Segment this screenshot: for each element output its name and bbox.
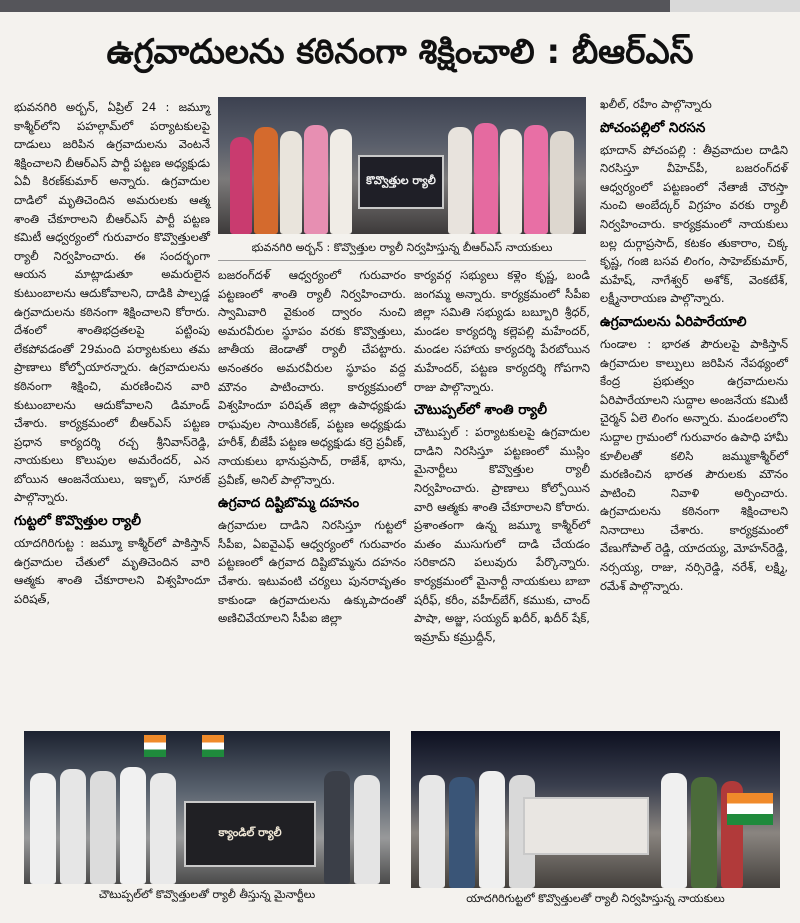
bottom-right-caption: యాదగిరిగుట్టలో కొవ్వొత్తులతో ర్యాలీ నిర్వహిస్తున్న నాయకులు bbox=[466, 892, 725, 905]
rally-banner bbox=[523, 797, 649, 855]
bottom-left-caption: చౌటుప్పల్‌లో కొవ్వొత్తులతో ర్యాలీ తీస్తున్న మైనార్టీలు bbox=[98, 888, 316, 901]
subheading: పోచంపల్లిలో నిరసన bbox=[600, 119, 706, 136]
article-paragraph: చౌటుప్పల్ : పర్యాటకులపై ఉగ్రవాదుల దాడిని నిరసిస్తూ పట్టణంలో ముస్లిం మైనార్టీలు కొవ్వొత్తుల ర్యాలీ నిర్వహించారు. ప్రాణాలు కోల్పోయిన వారి ఆత్మకు శాంతి చేకూరాలని కోరారు. ప్రశాంతంగా ఉన్న జమ్మూ కాశ్మీర్‌లో మతం ముసుగులో దాడి చేయడం సరికాదని పలువురు పేర్కొన్నారు. కార్యక్రమంలో మైనార్టీ నాయకులు బాబా షరీఫ్, కరీం, వహీద్‌బేగ్, కముకు, చాంద్ పాషా, అజ్జు, సయ్యద్ ఖదీర్, ఖదీర్ షేక్, ఇమ్రామ్ కమ్రుద్దీన్, bbox=[414, 425, 590, 644]
subheading: ఉగ్రవాద దిష్టిబొమ్మ దహనం bbox=[218, 495, 360, 512]
bottom-right-photo bbox=[411, 731, 780, 888]
article-paragraph: యాదగిరిగుట్ట : జమ్మూ కాశ్మీర్‌లో పాకిస్తాన్ ఉగ్రవాదుల చేతులో మృతిచెందిన వారి ఆత్మకు శాంతి చేకూరాలని విశ్వహిందూ పరిషత్, bbox=[14, 536, 210, 606]
column-1 bbox=[14, 98, 210, 608]
rally-banner: క్యాండిల్ ర్యాలీ bbox=[184, 801, 316, 867]
subheading: గుట్టలో కొవ్వొత్తుల ర్యాలీ bbox=[14, 513, 142, 530]
column-3 bbox=[414, 266, 590, 646]
headline: ఉగ్రవాదులను కఠినంగా శిక్షించాలి : బీఆర్ఎస్ bbox=[106, 32, 694, 72]
flag-icon bbox=[727, 793, 773, 825]
article-paragraph: గుండాల : భారత పౌరులపై పాకిస్తాన్ ఉగ్రవాదుల కాల్పులు జరిపిన నేపథ్యంలో కేంద్ర ప్రభుత్వం ఉగ్రవాదులను ఏరిపారేయాలని సుద్దాల అంజనేయ కమిటీ చైర్మన్ ఏలె లింగం అన్నారు. మండలంలోని సుద్దాల గ్రామంలో గురువారం ఉపాధి హామీ కూలీలతో కలిసి జమ్ముకాశ్మీర్‌లో మరణించిన భారత పౌరులకు మౌనం పాటించి నివాళి అర్పించారు. ఉగ్రవాదులను కఠినంగా శిక్షించాలని నినాదాలు చేశారు. కార్యక్రమంలో వేణుగోపాల్ రెడ్డి, యాదయ్య, మోహన్‌రెడ్డి, నర్సయ్య, రాజు, నర్సిరెడ్డి, నరేశ్, లక్ష్మి, రమేశ్ పాల్గొన్నారు. bbox=[600, 336, 788, 593]
divider bbox=[218, 260, 586, 261]
bottom-left-photo bbox=[24, 731, 390, 884]
top-band-tail bbox=[670, 0, 800, 12]
article-paragraph: భువనగిరి అర్బన్, ఏప్రిల్ 24 : జమ్మూ కాశ్మీర్‌లోని పహల్గామ్‌లో పర్యాటకులపై దాడులు జరిపిన ఉగ్రవాదులను వెంటనే శిక్షించాలని బీఆర్ఎస్ పార్టీ పట్టణ అధ్యక్షుడు ఏవీ కిరణ్‌కుమార్ అన్నారు. ఉగ్రవాదుల దాడిలో మృతిచెందిన అమరులకు ఆత్మ శాంతి చేకూరాలని బీఆర్ఎస్ పార్టీ పట్టణ కమిటీ ఆధ్వర్యంలో గురువారం కొవ్వొత్తులతో ర్యాలీ నిర్వహించారు. ఈ సందర్భంగా ఆయన మాట్లాడుతూ అమరులైన కుటుంబాలను ఆదుకోవాలని, దాడికి పాల్పడ్డ ఉగ్రవాదులను కఠినంగా శిక్షించాలని కోరారు. దేశంలో శాంతిభద్రతలపై పట్టింపు లేకపోవడంతో 29మంది పర్యాటకులు తమ ప్రాణాలు కోల్పోయారన్నారు. ఉగ్రవాదులను కఠినంగా శిక్షించి, మరణించిన వారి కుటుంబాలను ఆదుకోవాలని డిమాండ్ చేశారు. కార్యక్రమంలో బీఆర్ఎస్ పట్టణ ప్రధాన కార్యదర్శి రచ్చ శ్రీనివాస్‌రెడ్డి, నాయకులు కొలుపుల అమరేందర్, ఎన బోయిన ఆంజనేయులు, ఇక్బాల్, సూరజ్ పాల్గొన్నారు. bbox=[14, 100, 210, 505]
rally-banner: కొవ్వొత్తుల ర్యాలీ bbox=[358, 155, 444, 209]
column-2 bbox=[218, 266, 406, 628]
column-4 bbox=[600, 95, 788, 595]
main-photo-caption: భువనగిరి అర్బన్ : కొవ్వొత్తుల ర్యాలీ నిర్వహిస్తున్న బీఆర్ఎస్ నాయకులు bbox=[251, 241, 553, 254]
article-paragraph: ఉగ్రవాదుల దాడిని నిరసిస్తూ గుట్టలో సీపీఐ, ఏఐవైఎఫ్ ఆధ్వర్యంలో గురువారం పట్టణంలో ఉగ్రవాద దిష్టిబొమ్మను దహనం చేశారు. ఇటువంటి చర్యలు పునరావృతం కాకుండా ఉగ్రవాదులను ఉక్కుపాదంతో అణిచివేయాలని సీపీఐ జిల్లా bbox=[218, 518, 406, 626]
main-photo bbox=[218, 97, 586, 234]
subheading: చౌటుప్పల్‌లో శాంతి ర్యాలీ bbox=[414, 402, 548, 419]
top-band bbox=[0, 0, 800, 12]
article-paragraph: భూదాన్ పోచంపల్లి : తీవ్రవాదుల దాడిని నిరసిస్తూ వీహెచ్‌పీ, బజరంగ్‌దళ్ ఆధ్వర్యంలో పట్టణంలో నేతాజీ చౌరస్తా నుంచి అంబేద్కర్ విగ్రహం వరకు ర్యాలీ నిర్వహించారు. కార్యక్రమంలో నాయకులు బల్ల దుర్గాప్రసాద్, కటకం తుకారాం, చిక్క కృష్ణ, గంజి బసవ లింగం, సాహెబ్‌కుమార్, మహేష్, నాగేశ్వర్ అశోక్, వెంకటేశ్, లక్ష్మీనారాయణ పాల్గొన్నారు. bbox=[600, 142, 788, 306]
article-paragraph: బజరంగ్‌దళ్ ఆధ్వర్యంలో గురువారం పట్టణంలో శాంతి ర్యాలీ నిర్వహించారు. స్వామివారి వైకుంఠ ద్వారం నుంచి అమరవీరుల స్థూపం వరకు కొవ్వొత్తులు, జాతీయ జెండాతో ర్యాలీ చేపట్టారు. అనంతరం అమరవీరుల స్థూపం వద్ద మౌనం పాటించారు. కార్యక్రమంలో విశ్వహిందూ పరిషత్ జిల్లా ఉపాధ్యక్షుడు రాఘవుల సాయికిరణ్, పట్టణ అధ్యక్షుడు హరీశ్, బీజేపీ పట్టణ అధ్యక్షుడు కర్రె ప్రవీణ్, నాయకులు భానుప్రసాద్, రాజేశ్, భాను, ప్రవీణ్, అనిల్ పాల్గొన్నారు. bbox=[218, 268, 406, 487]
subheading: ఉగ్రవాదులను ఏరిపారేయాలి bbox=[600, 313, 747, 330]
article-paragraph: కార్యవర్గ సభ్యులు కళ్లెం కృష్ణ, బండి జంగమ్మ అన్నారు. కార్యక్రమంలో సీపీఐ జిల్లా సమితి సభ్యుడు బబ్బూరి శ్రీధర్, మండల కార్యదర్శి కల్లెపల్లి మహేందర్, మండల సహాయ కార్యదర్శి పేరబోయిన మహేందర్, పట్టణ కార్యదర్శి గోపగాని రాజు పాల్గొన్నారు. bbox=[414, 268, 590, 394]
article-paragraph: ఖలీల్, రహీం పాల్గొన్నారు bbox=[600, 97, 712, 111]
